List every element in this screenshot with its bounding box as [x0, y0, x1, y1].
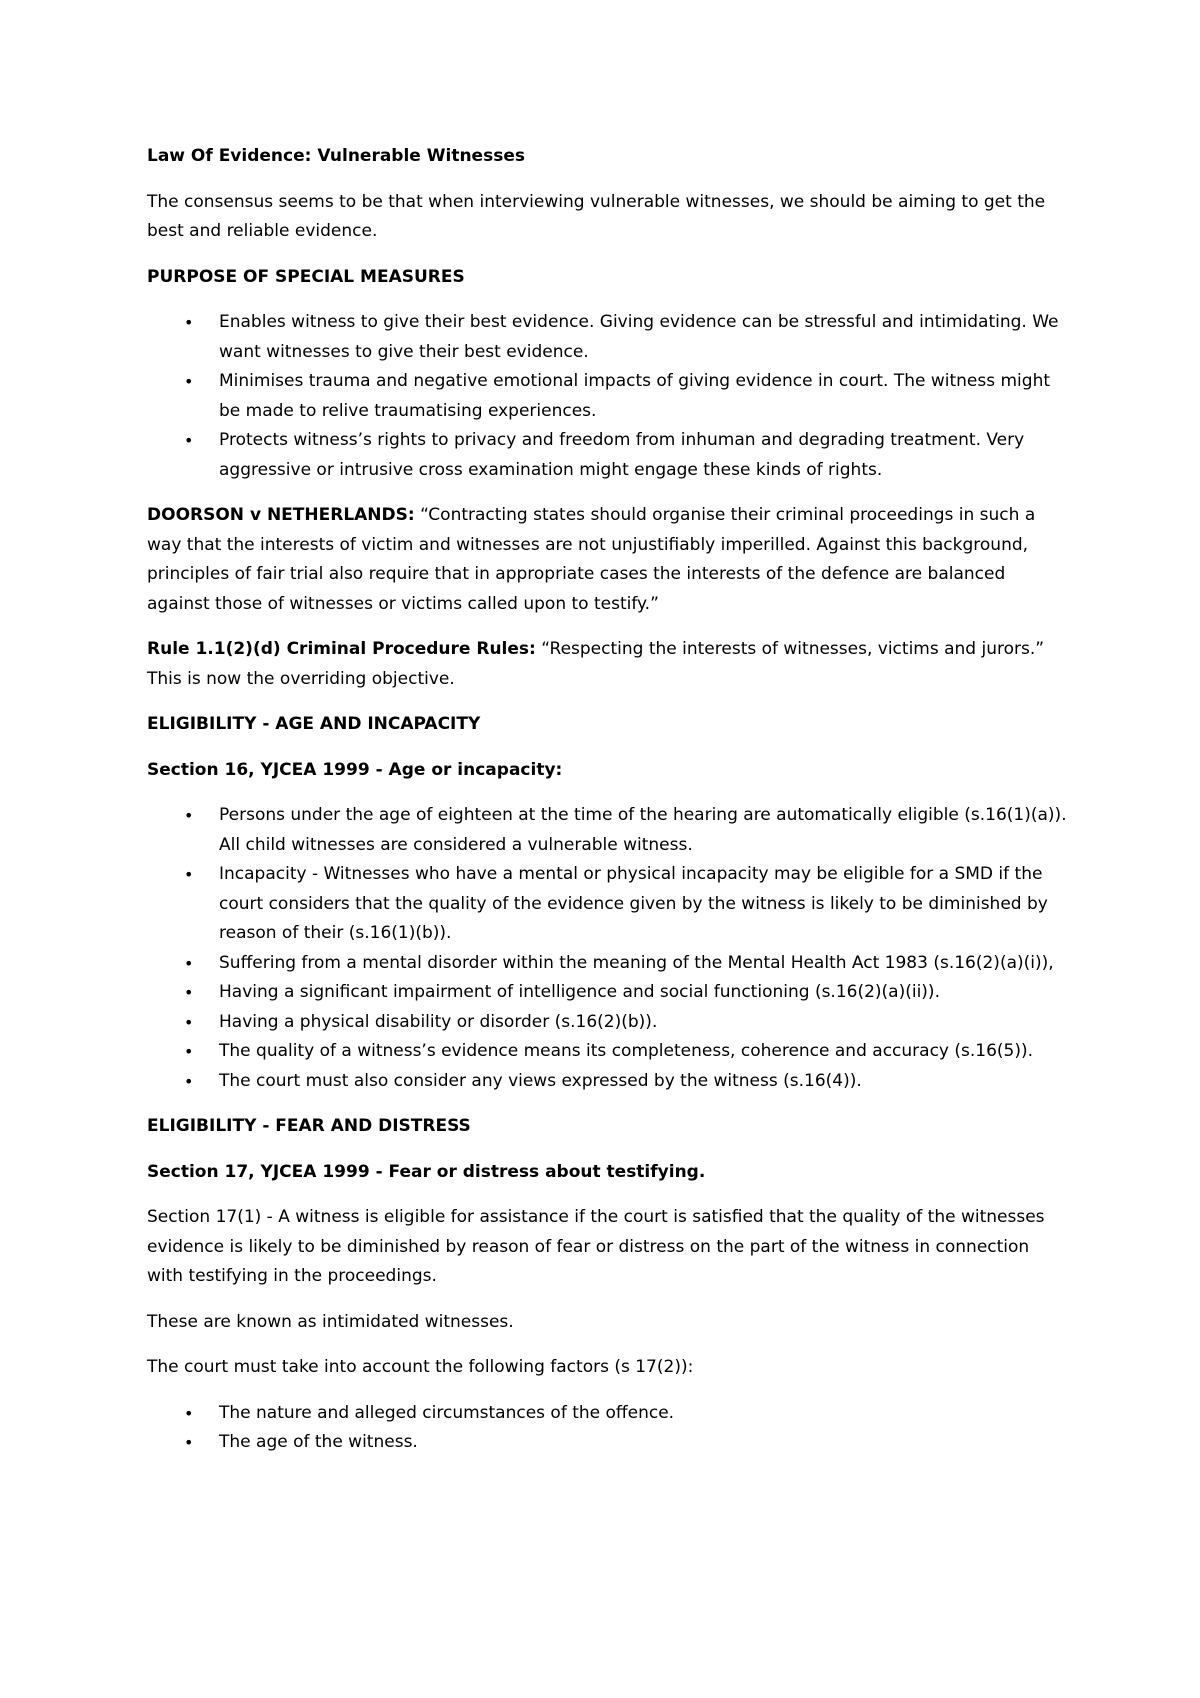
rule-label: Rule 1.1(2)(d) Criminal Procedure Rules:	[147, 639, 536, 659]
list-item-text: Suffering from a mental disorder within the meaning of the Mental Health Act 1983 (s.16(2)(a)(i)),	[219, 952, 1054, 973]
case-name-label: DOORSON v NETHERLANDS:	[147, 505, 415, 525]
bullet-icon: •	[184, 806, 194, 825]
document-title: Law Of Evidence: Vulnerable Witnesses	[147, 146, 525, 166]
doorson-paragraph	[147, 501, 1067, 619]
list-item-text: Having a physical disability or disorder (s.16(2)(b)).	[219, 1011, 658, 1032]
list-item	[147, 367, 1067, 426]
list-item	[147, 1037, 1067, 1067]
bullet-icon: •	[184, 1433, 194, 1452]
purpose-bullet-list	[147, 308, 1067, 485]
list-item-text: Protects witness’s rights to privacy and freedom from inhuman and degrading treatment. Very aggressive or intrusive cross examination might engage these kinds of rights.	[219, 430, 1025, 480]
list-item	[147, 949, 1067, 979]
section-heading-age-incapacity: ELIGIBILITY - AGE AND INCAPACITY	[147, 714, 481, 734]
bullet-icon: •	[184, 1012, 194, 1032]
bullet-icon: •	[184, 953, 194, 973]
list-item-text: Enables witness to give their best evidence. Giving evidence can be stressful and intimidating. We want witnesses to give their best evidence.	[219, 312, 1059, 362]
list-item	[147, 978, 1067, 1008]
list-item-text: Incapacity - Witnesses who have a mental or physical incapacity may be eligible for a SMD if the court considers that the quality of the evidence given by the witness is likely to be diminished by reason of their (s.16(1)(b)).	[219, 864, 1048, 943]
list-item	[147, 308, 1067, 367]
section-subheading-s16: Section 16, YJCEA 1999 - Age or incapacity:	[147, 759, 563, 780]
bullet-icon: •	[184, 865, 194, 884]
case-quote: “Contracting states should organise their criminal proceedings in such a way that the interests of victim and witnesses are not unjustifiably imperilled. Against this background, principles of fair trial also require that in appropriate cases the interests of the defence are balanced against those of witnesses or victims called upon to testify.”	[147, 505, 1036, 614]
rule-paragraph	[147, 635, 1067, 694]
bullet-icon: •	[184, 1071, 194, 1091]
age-incapacity-bullet-list	[147, 801, 1067, 1096]
list-item-text: The nature and alleged circumstances of the offence.	[219, 1402, 675, 1423]
s17-paragraph: Section 17(1) - A witness is eligible for assistance if the court is satisfied that the quality of the witnesses evidence is likely to be diminished by reason of fear or distress on the part of the witness in connection with testifying in the proceedings.	[147, 1207, 1045, 1286]
bullet-icon: •	[184, 313, 194, 332]
list-item-text: Minimises trauma and negative emotional impacts of giving evidence in court. The witness might be made to relive traumatising experiences.	[219, 371, 1051, 421]
section-heading-fear-distress: ELIGIBILITY - FEAR AND DISTRESS	[147, 1116, 471, 1136]
list-item	[147, 426, 1067, 485]
factors-bullet-list	[147, 1399, 1067, 1458]
bullet-icon: •	[184, 1042, 194, 1061]
list-item-text: The quality of a witness’s evidence means its completeness, coherence and accuracy (s.16(5)).	[219, 1041, 1034, 1061]
list-item	[147, 860, 1067, 949]
list-item	[147, 1428, 1067, 1458]
bullet-icon: •	[184, 983, 194, 1002]
document-page	[147, 142, 1067, 1474]
list-item	[147, 1067, 1067, 1097]
section-subheading-s17: Section 17, YJCEA 1999 - Fear or distress about testifying.	[147, 1161, 706, 1182]
bullet-icon: •	[184, 1403, 194, 1423]
list-item-text: Persons under the age of eighteen at the time of the hearing are automatically eligible (s.16(1)(a)). All child witnesses are considered a vulnerable witness.	[219, 805, 1067, 855]
rule-quote: “Respecting the interests of witnesses, victims and jurors.” This is now the overriding objective.	[147, 639, 1045, 689]
bullet-icon: •	[184, 431, 194, 450]
intimidated-witnesses-paragraph: These are known as intimidated witnesses.	[147, 1311, 514, 1332]
list-item-text: The court must also consider any views expressed by the witness (s.16(4)).	[219, 1070, 862, 1091]
list-item-text: Having a significant impairment of intelligence and social functioning (s.16(2)(a)(ii)).	[219, 982, 940, 1002]
list-item	[147, 801, 1067, 860]
list-item-text: The age of the witness.	[219, 1432, 418, 1452]
section-heading-purpose: PURPOSE OF SPECIAL MEASURES	[147, 266, 465, 287]
factors-paragraph: The court must take into account the following factors (s 17(2)):	[147, 1357, 694, 1377]
intro-paragraph: The consensus seems to be that when interviewing vulnerable witnesses, we should be aiming to get the best and reliable evidence.	[147, 191, 1046, 241]
list-item	[147, 1399, 1067, 1429]
list-item	[147, 1008, 1067, 1038]
bullet-icon: •	[184, 372, 194, 391]
